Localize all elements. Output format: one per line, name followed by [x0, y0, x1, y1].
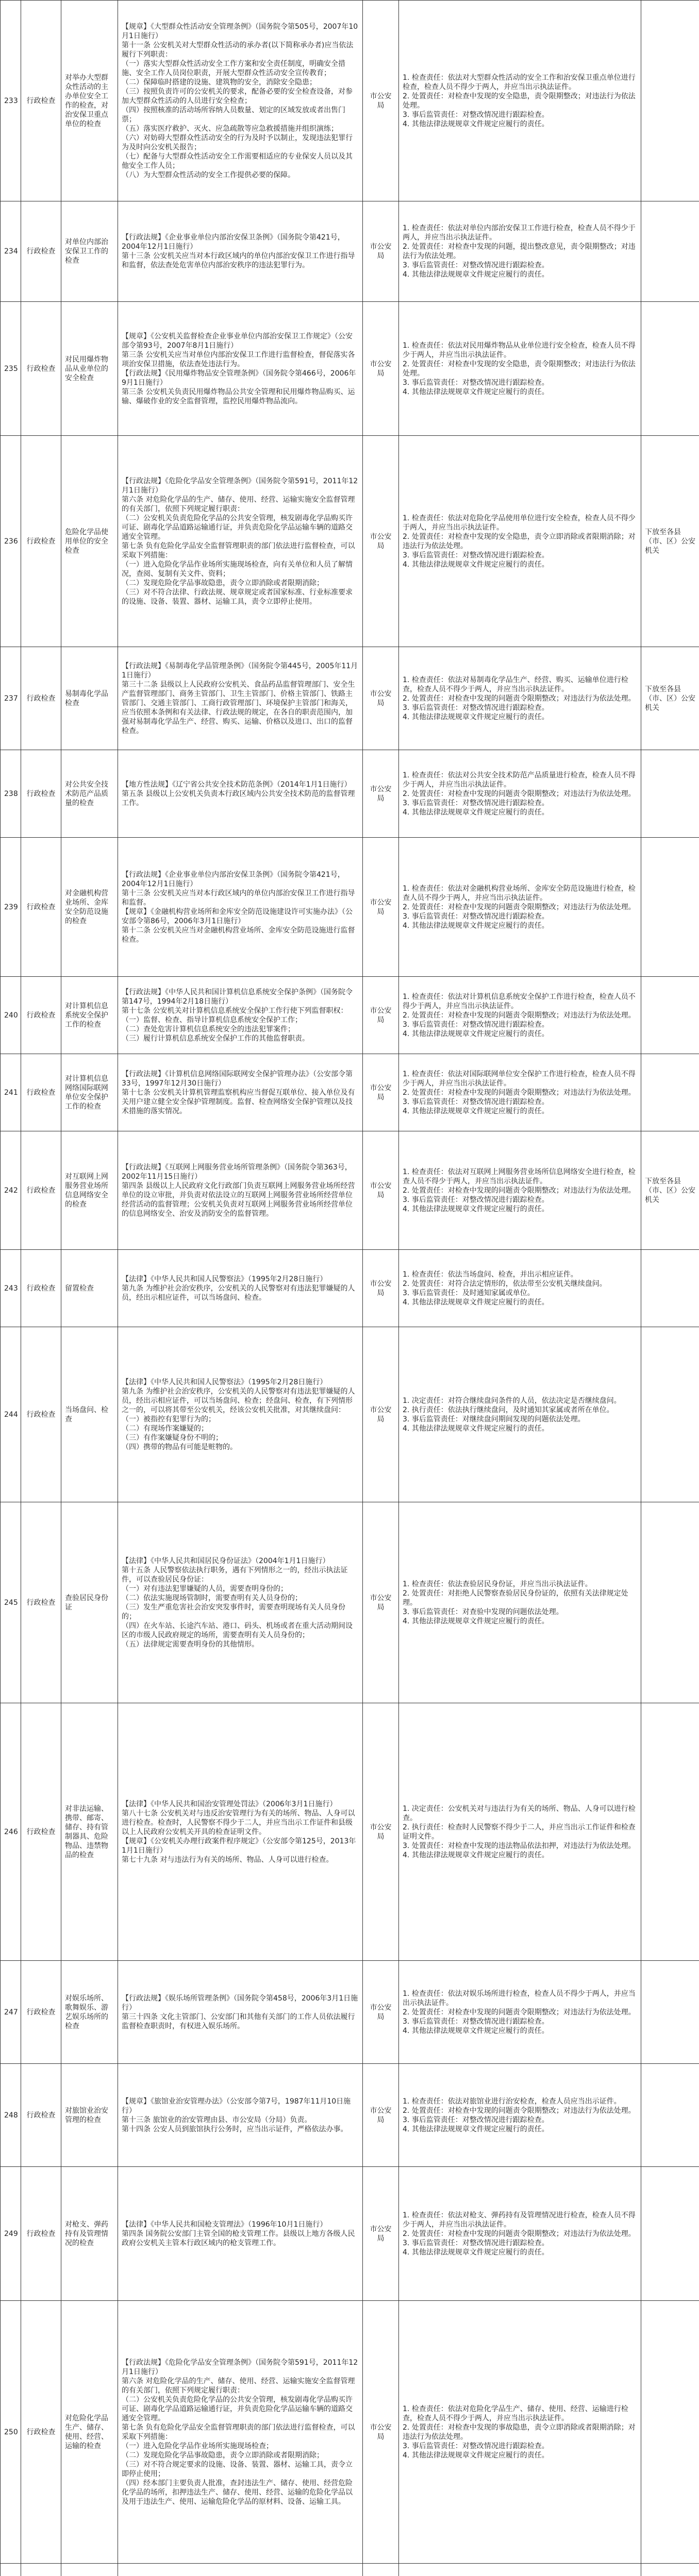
item-type: 行政检查	[21, 1, 61, 201]
row-number: 241	[1, 1054, 21, 1131]
remark	[641, 2167, 699, 2301]
item-name: 对单位内部治安保卫工作的检查	[61, 201, 118, 302]
responsibility: 1. 检查责任：依法查验居民身份证，并应当出示执法证件。 2. 处置责任：对拒绝人民警察查验居民身份证的，依照有关法律规定处理。 3. 事后监管责任：对查验中发现的问题依法处理。 4. 其他法律法规规章文件规定应履行的责任。	[399, 1502, 641, 1703]
item-name: 当场盘问、检查	[61, 1327, 118, 1502]
responsibility: 1. 检查责任：依法对危险化学品使用单位进行安全检查，检查人员不得少于两人，并应当出示执法证件。 2. 处置责任：对检查中发现的安全隐患，责令立即消除或者限期消除；对违法行为依法处理。 3. 事后监管责任：对整改情况进行跟踪检查。 4. 其他法律法规规章文件规定应履行的责任。	[399, 436, 641, 647]
implementing-department: 市公安局	[363, 1, 399, 201]
item-type: 行政检查	[21, 1250, 61, 1327]
item-type: 行政检查	[21, 2167, 61, 2301]
remark	[641, 1054, 699, 1131]
row-number: 234	[1, 201, 21, 302]
item-name: 对举办大型群众性活动的主办单位安全工作的检查，对治安保卫重点单位的检查	[61, 1, 118, 201]
legal-basis: 【行政法规】《危险化学品安全管理条例》（国务院令第591号，2011年12月1日施行） 第六条 对危险化学品的生产、储存、使用、经营、运输实施安全监督管理的有关部门，依照下列规定履行职责： （二）公安机关负责危险化学品的公共安全管理，核发剧毒化学品购买许可证、剧毒化学品道路运输通行证，并负责危险化学品运输车辆的道路交通安全管理。 第七条 负有危险化学品安全监督管理职责的部门依法进行监督检查，可以采取下列措施： （一）进入危险化学品作业场所实施现场检查，向有关单位和人员了解情况，查阅、复制有关文件、资料； （二）发现危险化学品事故隐患，责令立即消除或者限期消除； （三）对不符合法律、行政法规、规章规定或者国家标准、行业标准要求的设施、设备、装置、器材、运输工具，责令立即停止使用。	[118, 436, 363, 647]
remark	[641, 1, 699, 201]
row-number: 235	[1, 302, 21, 436]
remark: 下放至各县（市、区）公安机关	[641, 1131, 699, 1250]
item-name	[61, 2564, 118, 2576]
responsibility	[399, 2564, 641, 2576]
table-row	[1, 201, 699, 302]
table-row	[1, 1054, 699, 1131]
table-row	[1, 977, 699, 1054]
table-row	[1, 2167, 699, 2301]
responsibility: 1. 检查责任：依法对大型群众性活动的安全工作和治安保卫重点单位进行检查，检查人员不得少于两人，并应当出示执法证件。 2. 处置责任：对检查中发现的安全隐患，责令限期整改；对违法行为依法处理。 3. 事后监管责任：对整改情况进行跟踪检查。 4. 其他法律法规规章文件规定应履行的责任。	[399, 1, 641, 201]
responsibility: 1. 决定责任：公安机关对与违法行为有关的场所、物品、人身可以进行检查。 2. 执行责任：检查时人民警察不得少于二人，并应当出示工作证件和检查证明文件。 3. 处置责任：对检查中发现的违法物品依法扣押，对违法行为依法处理。 4. 其他法律法规规章文件规定应履行的责任。	[399, 1703, 641, 1961]
table-row	[1, 2064, 699, 2167]
item-name: 对枪支、弹药持有及管理情况的检查	[61, 2167, 118, 2301]
responsibility: 1. 检查责任：依法对枪支、弹药持有及管理情况进行检查，检查人员不得少于两人，并应当出示执法证件。 2. 处置责任：对检查中发现的问题责令限期整改；对违法行为依法处理。 3. 事后监管责任：对整改情况进行跟踪检查。 4. 其他法律法规规章文件规定应履行的责任。	[399, 2167, 641, 2301]
item-type: 行政检查	[21, 1961, 61, 2064]
table-row	[1, 1703, 699, 1961]
legal-basis: 【规章】《旅馆业治安管理办法》（公安部令第7号，1987年11月10日施行） 第十三条 旅馆业的治安管理由县、市公安局（分局）负责。 第十四条 公安人员到旅馆执行公务时，应当出示证件，严格依法办事。	[118, 2064, 363, 2167]
table-row	[1, 1131, 699, 1250]
legal-basis: 【规章】《公安机关监督检查企业事业单位内部治安保卫工作规定》（公安部令第93号，2007年8月1日施行） 第三条 公安机关应当对单位内部治安保卫工作进行监督检查，督促落实各项治安保卫措施，依法查处违法行为。 【行政法规】《民用爆炸物品安全管理条例》（国务院令第466号，2006年9月1日施行） 第三条 公安机关负责民用爆炸物品公共安全管理和民用爆炸物品购买、运输、爆破作业的安全监督管理，监控民用爆炸物品流向。	[118, 302, 363, 436]
legal-basis: 【法律】《中华人民共和国人民警察法》（1995年2月28日施行） 第九条 为维护社会治安秩序，公安机关的人民警察对有违法犯罪嫌疑的人员，经出示相应证件，可以当场盘问、检查。	[118, 1250, 363, 1327]
legal-basis: 【法律】《中华人民共和国枪支管理法》（1996年10月1日施行） 第四条 国务院公安部门主管全国的枪支管理工作。县级以上地方各级人民政府公安机关主管本行政区域内的枪支管理工作。	[118, 2167, 363, 2301]
legal-basis: 【行政法规】《企业事业单位内部治安保卫条例》（国务院令第421号，2004年12月1日施行） 第十三条 公安机关应当对本行政区域内的单位内部治安保卫工作进行指导和监督，依法查处危害单位内部治安秩序的违法犯罪行为。	[118, 201, 363, 302]
item-type: 行政检查	[21, 201, 61, 302]
item-type: 行政检查	[21, 1131, 61, 1250]
item-name: 对互联网上网服务营业场所信息网络安全的检查	[61, 1131, 118, 1250]
item-type: 行政检查	[21, 750, 61, 838]
table-body	[1, 1, 699, 2576]
table-row	[1, 647, 699, 750]
table-row	[1, 2564, 699, 2576]
implementing-department: 市公安局	[363, 750, 399, 838]
item-name: 对危险化学品生产、储存、使用、经营、运输的检查	[61, 2301, 118, 2564]
item-type: 行政检查	[21, 2301, 61, 2564]
implementing-department: 市公安局	[363, 1703, 399, 1961]
item-name: 对娱乐场所、歌舞娱乐、游艺娱乐场所的检查	[61, 1961, 118, 2064]
remark	[641, 2301, 699, 2564]
row-number: 250	[1, 2301, 21, 2564]
implementing-department: 市公安局	[363, 2167, 399, 2301]
remark	[641, 977, 699, 1054]
row-number: 247	[1, 1961, 21, 2064]
legal-basis: 【行政法规】《危险化学品安全管理条例》（国务院令第591号，2011年12月1日施行） 第六条 对危险化学品的生产、储存、使用、经营、运输实施安全监督管理的有关部门，依照下列规定履行职责： （二）公安机关负责危险化学品的公共安全管理，核发剧毒化学品购买许可证、剧毒化学品道路运输通行证，并负责危险化学品运输车辆的道路交通安全管理。 第七条 负有危险化学品安全监督管理职责的部门依法进行监督检查，可以采取下列措施： （一）进入危险化学品作业场所实施现场检查； （二）发现危险化学品事故隐患，责令立即消除或者限期消除； （三）对不符合规定要求的设施、设备、装置、器材、运输工具，责令立即停止使用； （四）经本部门主要负责人批准，查封违法生产、储存、使用、经营危险化学品的场所，扣押违法生产、储存、使用、经营、运输的危险化学品以及用于违法生产、使用、运输危险化学品的原材料、设备、运输工具。	[118, 2301, 363, 2564]
responsibility: 1. 决定责任：对符合继续盘问条件的人员，依法决定是否继续盘问。 2. 执行责任：依法执行继续盘问，及时通知其家属或者所在单位。 3. 事后监管责任：对继续盘问期间发现的问题依法处理。 4. 其他法律法规规章文件规定应履行的责任。	[399, 1327, 641, 1502]
item-name: 对计算机信息系统安全保护工作的检查	[61, 977, 118, 1054]
row-number	[1, 2564, 21, 2576]
legal-basis: 【行政法规】《娱乐场所管理条例》（国务院令第458号，2006年3月1日施行） 第三十四条 文化主管部门、公安部门和其他有关部门的工作人员依法履行监督检查职责时，有权进入娱乐场所。	[118, 1961, 363, 2064]
table-row	[1, 1327, 699, 1502]
implementing-department: 市公安局	[363, 1327, 399, 1502]
row-number: 236	[1, 436, 21, 647]
implementing-department: 市公安局	[363, 1131, 399, 1250]
responsibility: 1. 检查责任：依法对单位内部治安保卫工作进行检查，检查人员不得少于两人，并应当出示执法证件。 2. 处置责任：对检查中发现的问题，提出整改意见，责令限期整改；对违法行为依法处理。 3. 事后监管责任：对整改情况进行跟踪检查。 4. 其他法律法规规章文件规定应履行的责任。	[399, 201, 641, 302]
legal-basis	[118, 2564, 363, 2576]
responsibility: 1. 检查责任：依法对计算机信息系统安全保护工作进行检查，检查人员不得少于两人，并应当出示执法证件。 2. 处置责任：对检查中发现的问题责令限期整改；对违法行为依法处理。 3. 事后监管责任：对整改情况进行跟踪检查。 4. 其他法律法规规章文件规定应履行的责任。	[399, 977, 641, 1054]
row-number: 239	[1, 838, 21, 977]
implementing-department: 市公安局	[363, 201, 399, 302]
row-number: 244	[1, 1327, 21, 1502]
item-name: 留置检查	[61, 1250, 118, 1327]
implementing-department: 市公安局	[363, 436, 399, 647]
row-number: 238	[1, 750, 21, 838]
legal-basis: 【法律】《中华人民共和国治安管理处罚法》（2006年3月1日施行） 第八十七条 公安机关对与违反治安管理行为有关的场所、物品、人身可以进行检查。检查时，人民警察不得少于二人，并应当出示工作证件和县级以上人民政府公安机关开具的检查证明文件。 【规章】《公安机关办理行政案件程序规定》（公安部令第125号，2013年1月1日施行） 第七十九条 对与违法行为有关的场所、物品、人身可以进行检查。	[118, 1703, 363, 1961]
row-number: 248	[1, 2064, 21, 2167]
item-name: 对金融机构营业场所、金库安全防范设施的检查	[61, 838, 118, 977]
implementing-department: 市公安局	[363, 1961, 399, 2064]
responsibility: 1. 检查责任：依法对危险化学品生产、储存、使用、经营、运输进行检查，检查人员不得少于两人，并应当出示执法证件。 2. 处置责任：对检查中发现的事故隐患，责令立即消除或者限期消除；对违法行为依法处理。 3. 事后监管责任：对整改情况进行跟踪检查。 4. 其他法律法规规章文件规定应履行的责任。	[399, 2301, 641, 2564]
item-type: 行政检查	[21, 436, 61, 647]
item-type: 行政检查	[21, 2064, 61, 2167]
legal-basis: 【行政法规】《计算机信息网络国际联网安全保护管理办法》（公安部令第33号，1997年12月30日施行） 第十七条 公安机关计算机管理监察机构应当督促互联单位、接入单位及有关用户建立健全安全保护管理制度。监督、检查网络安全保护管理以及技术措施的落实情况。	[118, 1054, 363, 1131]
implementing-department: 市公安局	[363, 1250, 399, 1327]
item-name: 易制毒化学品检查	[61, 647, 118, 750]
responsibility: 1. 检查责任：依法对国际联网单位安全保护工作进行检查，检查人员不得少于两人，并应当出示执法证件。 2. 处置责任：对检查中发现的问题责令限期整改；对违法行为依法处理。 3. 事后监管责任：对整改情况进行跟踪检查。 4. 其他法律法规规章文件规定应履行的责任。	[399, 1054, 641, 1131]
item-type	[21, 2564, 61, 2576]
table-row	[1, 1502, 699, 1703]
implementing-department: 市公安局	[363, 2301, 399, 2564]
item-name: 危险化学品使用单位的安全检查	[61, 436, 118, 647]
remark	[641, 1961, 699, 2064]
item-type: 行政检查	[21, 838, 61, 977]
item-name: 对计算机信息网络国际联网单位安全保护工作的检查	[61, 1054, 118, 1131]
legal-basis: 【行政法规】《易制毒化学品管理条例》（国务院令第445号，2005年11月1日施行） 第三十二条 县级以上人民政府公安机关、食品药品监督管理部门、安全生产监督管理部门、商务主管部门、卫生主管部门、价格主管部门、铁路主管部门、交通主管部门、工商行政管理部门、环境保护主管部门和海关，应当依照本条例和有关法律、行政法规的规定，在各自的职责范围内，加强对易制毒化学品生产、经营、购买、运输、价格以及进口、出口的监督检查。	[118, 647, 363, 750]
implementing-department: 市公安局	[363, 1502, 399, 1703]
item-type: 行政检查	[21, 302, 61, 436]
table-row	[1, 838, 699, 977]
item-name: 对民用爆炸物品从业单位的安全检查	[61, 302, 118, 436]
row-number: 240	[1, 977, 21, 1054]
row-number: 249	[1, 2167, 21, 2301]
item-type: 行政检查	[21, 1703, 61, 1961]
item-type: 行政检查	[21, 647, 61, 750]
legal-basis: 【法律】《中华人民共和国人民警察法》（1995年2月28日施行） 第九条 为维护社会治安秩序，公安机关的人民警察对有违法犯罪嫌疑的人员，经出示相应证件，可以当场盘问、检查；经盘问、检查，有下列情形之一的，可以将其带至公安机关，经该公安机关批准，对其继续盘问： （一）被指控有犯罪行为的； （二）有现场作案嫌疑的； （三）有作案嫌疑身份不明的； （四）携带的物品有可能是赃物的。	[118, 1327, 363, 1502]
remark	[641, 1327, 699, 1502]
remark	[641, 201, 699, 302]
item-name: 对公共安全技术防范产品质量的检查	[61, 750, 118, 838]
item-name: 对旅馆业治安管理的检查	[61, 2064, 118, 2167]
implementing-department: 市公安局	[363, 838, 399, 977]
legal-basis: 【行政法规】《中华人民共和国计算机信息系统安全保护条例》（国务院令第147号，1994年2月18日施行） 第十七条 公安机关对计算机信息系统安全保护工作行使下列监督职权： （一）监督、检查、指导计算机信息系统安全保护工作； （二）查处危害计算机信息系统安全的违法犯罪案件； （三）履行计算机信息系统安全保护工作的其他监督职责。	[118, 977, 363, 1054]
item-name: 对非法运输、携带、邮寄、储存、持有管制器具、危险物品、违禁物品的检查	[61, 1703, 118, 1961]
responsibility: 1. 检查责任：依法当场盘问、检查，并出示相应证件。 2. 处置责任：对符合法定情形的，依法带至公安机关继续盘问。 3. 事后监管责任：及时通知家属或单位。 4. 其他法律法规规章文件规定应履行的责任。	[399, 1250, 641, 1327]
table-row	[1, 302, 699, 436]
row-number: 242	[1, 1131, 21, 1250]
remark	[641, 1250, 699, 1327]
responsibility: 1. 检查责任：依法对旅馆业进行治安检查，检查人员应当出示证件。 2. 处置责任：对检查中发现的问题责令限期整改；对违法行为依法处理。 3. 事后监管责任：对整改情况进行跟踪检查。 4. 其他法律法规规章文件规定应履行的责任。	[399, 2064, 641, 2167]
legal-basis: 【行政法规】《企业事业单位内部治安保卫条例》（国务院令第421号，2004年12月1日施行） 第十三条 公安机关应当对本行政区域内的单位内部治安保卫工作进行指导和监督。 【规章】《金融机构营业场所和金库安全防范设施建设许可实施办法》（公安部令第86号，2006年3月1日施行） 第十二条 公安机关应当对金融机构营业场所、金库安全防范设施进行监督检查。	[118, 838, 363, 977]
responsibility: 1. 检查责任：依法对公共安全技术防范产品质量进行检查，检查人员不得少于两人，并应当出示执法证件。 2. 处置责任：对检查中发现的问题责令限期整改；对违法行为依法处理。 3. 事后监管责任：对整改情况进行跟踪检查。 4. 其他法律法规规章文件规定应履行的责任。	[399, 750, 641, 838]
legal-basis: 【行政法规】《互联网上网服务营业场所管理条例》（国务院令第363号，2002年11月15日施行） 第四条 县级以上人民政府文化行政部门负责互联网上网服务营业场所经营单位的设立审批，并负责对依法设立的互联网上网服务营业场所经营单位经营活动的监督管理；公安机关负责对互联网上网服务营业场所经营单位的信息网络安全、治安及消防安全的监督管理。	[118, 1131, 363, 1250]
table-row	[1, 1, 699, 201]
row-number: 246	[1, 1703, 21, 1961]
row-number: 237	[1, 647, 21, 750]
remark	[641, 302, 699, 436]
table-row	[1, 436, 699, 647]
table-row	[1, 1250, 699, 1327]
responsibility: 1. 检查责任：依法对易制毒化学品生产、经营、购买、运输单位进行检查，检查人员不得少于两人，并应当出示执法证件。 2. 处置责任：对检查中发现的问题责令限期整改；对违法行为依法处理。 3. 事后监管责任：对整改情况进行跟踪检查。 4. 其他法律法规规章文件规定应履行的责任。	[399, 647, 641, 750]
implementing-department: 市公安局	[363, 977, 399, 1054]
legal-basis: 【规章】《大型群众性活动安全管理条例》（国务院令第505号，2007年10月1日施行） 第十一条 公安机关对大型群众性活动的承办者(以下简称承办者)应当依法履行下列职责： （一）落实大型群众性活动安全工作方案和安全责任制度，明确安全措施、安全工作人员岗位职责，开展大型群众性活动安全宣传教育； （二）保障临时搭建的设施、建筑物的安全，消除安全隐患； （三）按照负责许可的公安机关的要求，配备必要的安全检查设备，对参加大型群众性活动的人员进行安全检查； （四）按照核准的活动场所容纳人员数量、划定的区域发放或者出售门票； （五）落实医疗救护、灭火、应急疏散等应急救援措施并组织演练； （六）对妨碍大型群众性活动安全的行为及时予以制止，发现违法犯罪行为及时向公安机关报告； （七）配备与大型群众性活动安全工作需要相适应的专业保安人员以及其他安全工作人员； （八）为大型群众性活动的安全工作提供必要的保障。	[118, 1, 363, 201]
remark: 下放至各县（市、区）公安机关	[641, 436, 699, 647]
item-name: 查验居民身份证	[61, 1502, 118, 1703]
implementing-department: 市公安局	[363, 1054, 399, 1131]
remark	[641, 1502, 699, 1703]
table-row	[1, 2301, 699, 2564]
remark: 下放至各县（市、区）公安机关	[641, 647, 699, 750]
responsibility: 1. 检查责任：依法对金融机构营业场所、金库安全防范设施进行检查，检查人员不得少于两人，并应当出示执法证件。 2. 处置责任：对检查中发现的问题责令限期整改；对违法行为依法处理。 3. 事后监管责任：对整改情况进行跟踪检查。 4. 其他法律法规规章文件规定应履行的责任。	[399, 838, 641, 977]
remark	[641, 750, 699, 838]
item-type: 行政检查	[21, 1054, 61, 1131]
remark	[641, 2564, 699, 2576]
row-number: 245	[1, 1502, 21, 1703]
legal-basis: 【地方性法规】《辽宁省公共安全技术防范条例》（2014年1月1日施行） 第五条 县级以上公安机关负责本行政区域内公共安全技术防范的监督管理工作。	[118, 750, 363, 838]
row-number: 243	[1, 1250, 21, 1327]
remark	[641, 1703, 699, 1961]
responsibility: 1. 检查责任：依法对民用爆炸物品从业单位进行安全检查，检查人员不得少于两人，并应当出示执法证件。 2. 处置责任：对检查中发现的安全隐患，责令限期整改；对违法行为依法处理。 3. 事后监管责任：对整改情况进行跟踪检查。 4. 其他法律法规规章文件规定应履行的责任。	[399, 302, 641, 436]
implementing-department: 市公安局	[363, 2064, 399, 2167]
remark	[641, 838, 699, 977]
remark	[641, 2064, 699, 2167]
implementing-department: 市公安局	[363, 647, 399, 750]
row-number: 233	[1, 1, 21, 201]
table-row	[1, 1961, 699, 2064]
implementing-department: 市公安局	[363, 302, 399, 436]
responsibility: 1. 检查责任：依法对互联网上网服务营业场所信息网络安全进行检查，检查人员不得少于两人，并应当出示执法证件。 2. 处置责任：对检查中发现的问题责令限期整改；对违法行为依法处理。 3. 事后监管责任：对整改情况进行跟踪检查。 4. 其他法律法规规章文件规定应履行的责任。	[399, 1131, 641, 1250]
implementing-department	[363, 2564, 399, 2576]
table-row	[1, 750, 699, 838]
item-type: 行政检查	[21, 977, 61, 1054]
item-type: 行政检查	[21, 1327, 61, 1502]
item-type: 行政检查	[21, 1502, 61, 1703]
responsibility: 1. 检查责任：依法对娱乐场所进行检查，检查人员不得少于两人，并应当出示执法证件。 2. 处置责任：对检查中发现的问题责令限期整改；对违法行为依法处理。 3. 事后监管责任：对整改情况进行跟踪检查。 4. 其他法律法规规章文件规定应履行的责任。	[399, 1961, 641, 2064]
legal-basis: 【法律】《中华人民共和国居民身份证法》（2004年1月1日施行） 第十五条 人民警察依法执行职务，遇有下列情形之一的，经出示执法证件，可以查验居民身份证： （一）对有违法犯罪嫌疑的人员，需要查明身份的； （二）依法实施现场管制时，需要查明有关人员身份的； （三）发生严重危害社会治安突发事件时，需要查明现场有关人员身份的； （四）在火车站、长途汽车站、港口、码头、机场或者在重大活动期间设区的市级人民政府规定的场所，需要查明有关人员身份的； （五）法律规定需要查明身份的其他情形。	[118, 1502, 363, 1703]
